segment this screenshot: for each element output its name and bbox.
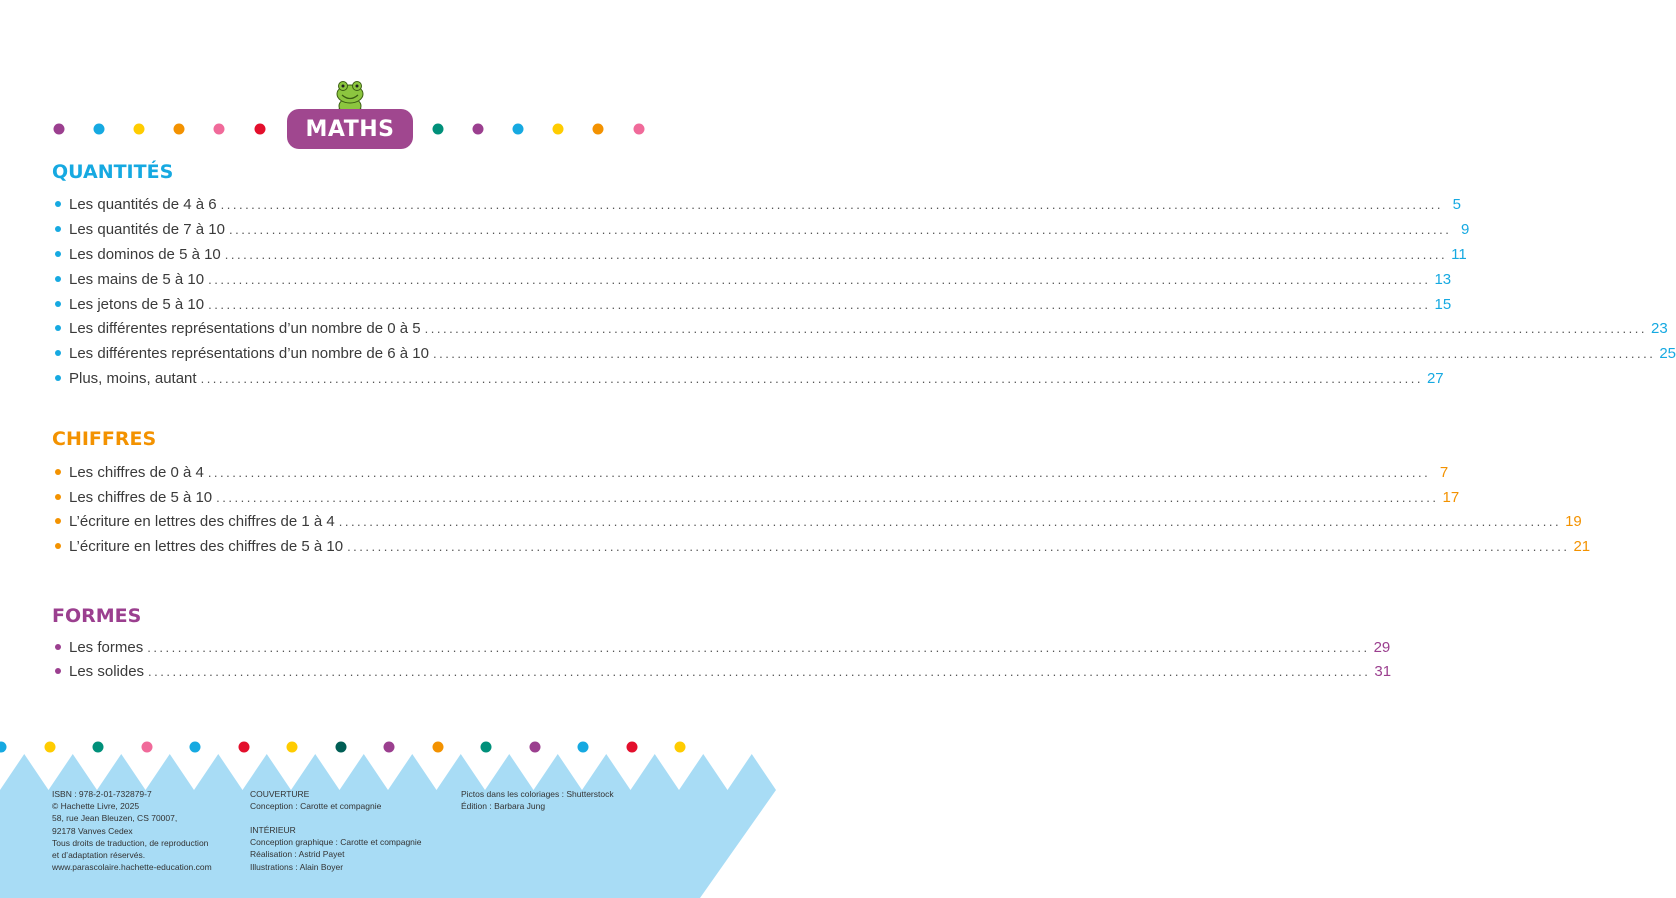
bullet-icon bbox=[55, 276, 61, 282]
credit-line: Réalisation : Astrid Payet bbox=[250, 849, 345, 860]
dot-leader: ........................................................................................................................................................................................................ bbox=[224, 246, 1448, 262]
bullet-icon bbox=[55, 644, 61, 650]
toc-entry[interactable] bbox=[55, 535, 1591, 557]
entry-label: Les chiffres de 0 à 4 bbox=[69, 463, 204, 481]
credit-line: 92178 Vanves Cedex bbox=[52, 825, 133, 836]
page-number: 15 bbox=[1434, 295, 1452, 313]
dot-leader: ........................................................................................................................................................................................................ bbox=[207, 464, 1431, 480]
decorative-dot bbox=[190, 742, 201, 753]
bullet-icon bbox=[55, 668, 61, 674]
decorative-dot bbox=[94, 124, 105, 135]
bullet-icon bbox=[55, 226, 61, 232]
section-title: CHIFFRES bbox=[52, 428, 157, 450]
toc-entry[interactable] bbox=[55, 461, 1449, 483]
decorative-dot bbox=[634, 124, 645, 135]
toc-entry[interactable] bbox=[55, 636, 1391, 658]
bullet-icon bbox=[55, 469, 61, 475]
credit-line[interactable]: www.parascolaire.hachette-education.com bbox=[52, 862, 212, 873]
toc-entry[interactable] bbox=[55, 660, 1392, 682]
page-number: 11 bbox=[1451, 245, 1467, 263]
page-number: 31 bbox=[1374, 662, 1392, 680]
bullet-icon bbox=[55, 543, 61, 549]
dot-leader: ........................................................................................................................................................................................................ bbox=[216, 489, 1439, 505]
page-number: 13 bbox=[1434, 270, 1452, 288]
toc-entry[interactable] bbox=[55, 317, 1668, 339]
credit-line: Conception : Carotte et compagnie bbox=[250, 801, 382, 812]
decorative-dot bbox=[529, 742, 540, 753]
dot-leader: ........................................................................................................................................................................................................ bbox=[347, 538, 1570, 554]
decorative-dot bbox=[675, 742, 686, 753]
bullet-icon bbox=[55, 494, 61, 500]
credit-line: Conception graphique : Carotte et compagnie bbox=[250, 837, 422, 848]
credit-line: COUVERTURE bbox=[250, 789, 310, 799]
bullet-icon bbox=[55, 201, 61, 207]
decorative-dot bbox=[433, 124, 444, 135]
decorative-dot bbox=[473, 124, 484, 135]
page-number: 27 bbox=[1426, 369, 1444, 387]
entry-label: Les jetons de 5 à 10 bbox=[69, 295, 205, 313]
credit-line: 58, rue Jean Bleuzen, CS 70007, bbox=[52, 813, 178, 824]
publisher-info bbox=[52, 788, 212, 873]
credit-line: INTÉRIEUR bbox=[250, 825, 296, 835]
footer-credits bbox=[0, 740, 700, 898]
dot-leader: ........................................................................................................................................................................................................ bbox=[424, 320, 1647, 336]
credit-line: © Hachette Livre, 2025 bbox=[52, 801, 140, 812]
decorative-dot bbox=[141, 742, 152, 753]
entry-label: Les quantités de 7 à 10 bbox=[69, 220, 225, 238]
dot-leader: ........................................................................................................................................................................................................ bbox=[432, 345, 1656, 361]
page-number: 19 bbox=[1565, 512, 1582, 530]
dot-leader: ........................................................................................................................................................................................................ bbox=[147, 639, 1370, 655]
decorative-dot bbox=[432, 742, 443, 753]
decorative-dot bbox=[481, 742, 492, 753]
entry-label: L’écriture en lettres des chiffres de 1 à 4 bbox=[69, 512, 335, 530]
toc-entry[interactable] bbox=[55, 486, 1460, 508]
entry-label: Les mains de 5 à 10 bbox=[69, 270, 205, 288]
page-number: 29 bbox=[1373, 638, 1391, 656]
entry-label: Les chiffres de 5 à 10 bbox=[69, 488, 213, 506]
decorative-dot bbox=[174, 124, 185, 135]
entry-label: Les formes bbox=[69, 638, 144, 656]
decorative-dot bbox=[93, 742, 104, 753]
entry-label: Les dominos de 5 à 10 bbox=[69, 245, 221, 263]
toc-entry[interactable] bbox=[55, 193, 1461, 215]
entry-label: Plus, moins, autant bbox=[69, 369, 197, 387]
decorative-dot bbox=[593, 124, 604, 135]
decorative-dot bbox=[214, 124, 225, 135]
bullet-icon bbox=[55, 518, 61, 524]
dot-leader: ........................................................................................................................................................................................................ bbox=[208, 296, 1431, 312]
decorative-dot bbox=[54, 124, 65, 135]
section-title: FORMES bbox=[52, 605, 142, 627]
page-number: 17 bbox=[1442, 488, 1460, 506]
decorative-dot bbox=[44, 742, 55, 753]
dot-leader: ........................................................................................................................................................................................................ bbox=[148, 663, 1371, 679]
dot-leader: ........................................................................................................................................................................................................ bbox=[228, 221, 1452, 237]
dot-leader: ........................................................................................................................................................................................................ bbox=[208, 271, 1431, 287]
bullet-icon bbox=[55, 325, 61, 331]
page-number: 21 bbox=[1573, 537, 1591, 555]
dot-leader: ........................................................................................................................................................................................................ bbox=[220, 196, 1443, 212]
decorative-dot bbox=[553, 124, 564, 135]
decorative-dot bbox=[578, 742, 589, 753]
subject-badge: MATHS bbox=[287, 109, 413, 149]
credit-line: Illustrations : Alain Boyer bbox=[250, 861, 344, 872]
decorative-dot bbox=[238, 742, 249, 753]
decorative-dot bbox=[287, 742, 298, 753]
toc-entry[interactable] bbox=[55, 367, 1444, 389]
page-number: 7 bbox=[1439, 463, 1449, 481]
toc-entry[interactable] bbox=[55, 342, 1676, 364]
toc-entry[interactable] bbox=[55, 268, 1452, 290]
cover-credits bbox=[250, 788, 381, 812]
credit-line: et d’adaptation réservés. bbox=[52, 850, 146, 861]
entry-label: Les différentes représentations d’un nombre de 0 à 5 bbox=[69, 319, 421, 337]
interior-credits bbox=[250, 824, 422, 873]
entry-label: Les différentes représentations d’un nombre de 6 à 10 bbox=[69, 344, 429, 362]
decorative-dot bbox=[513, 124, 524, 135]
other-credits bbox=[461, 788, 614, 812]
page-number: 25 bbox=[1659, 344, 1676, 362]
dot-leader: ........................................................................................................................................................................................................ bbox=[338, 513, 1562, 529]
decorative-dot bbox=[335, 742, 346, 753]
credit-line: Pictos dans les coloriages : Shutterstock bbox=[461, 789, 614, 799]
toc-entry[interactable] bbox=[55, 510, 1582, 532]
decorative-dot bbox=[134, 124, 145, 135]
toc-entry[interactable] bbox=[55, 243, 1467, 265]
bullet-icon bbox=[55, 301, 61, 307]
entry-label: Les solides bbox=[69, 662, 145, 680]
toc-entry[interactable] bbox=[55, 218, 1470, 240]
entry-label: L’écriture en lettres des chiffres de 5 à 10 bbox=[69, 537, 344, 555]
credit-line: Tous droits de traduction, de reproduction bbox=[52, 837, 209, 848]
page-number: 9 bbox=[1461, 220, 1470, 238]
decorative-dot bbox=[626, 742, 637, 753]
entry-label: Les quantités de 4 à 6 bbox=[69, 195, 217, 213]
bullet-icon bbox=[55, 375, 61, 381]
bullet-icon bbox=[55, 251, 61, 257]
section-title: QUANTITÉS bbox=[52, 161, 174, 183]
credit-line: ISBN : 978-2-01-732879-7 bbox=[52, 789, 152, 799]
bullet-icon bbox=[55, 350, 61, 356]
page-number: 5 bbox=[1452, 195, 1461, 213]
dot-leader: ........................................................................................................................................................................................................ bbox=[200, 370, 1423, 386]
toc-entry[interactable] bbox=[55, 293, 1452, 315]
decorative-dot bbox=[255, 124, 266, 135]
page-number: 23 bbox=[1651, 319, 1668, 337]
credit-line: Édition : Barbara Jung bbox=[461, 801, 546, 812]
decorative-dot bbox=[384, 742, 395, 753]
